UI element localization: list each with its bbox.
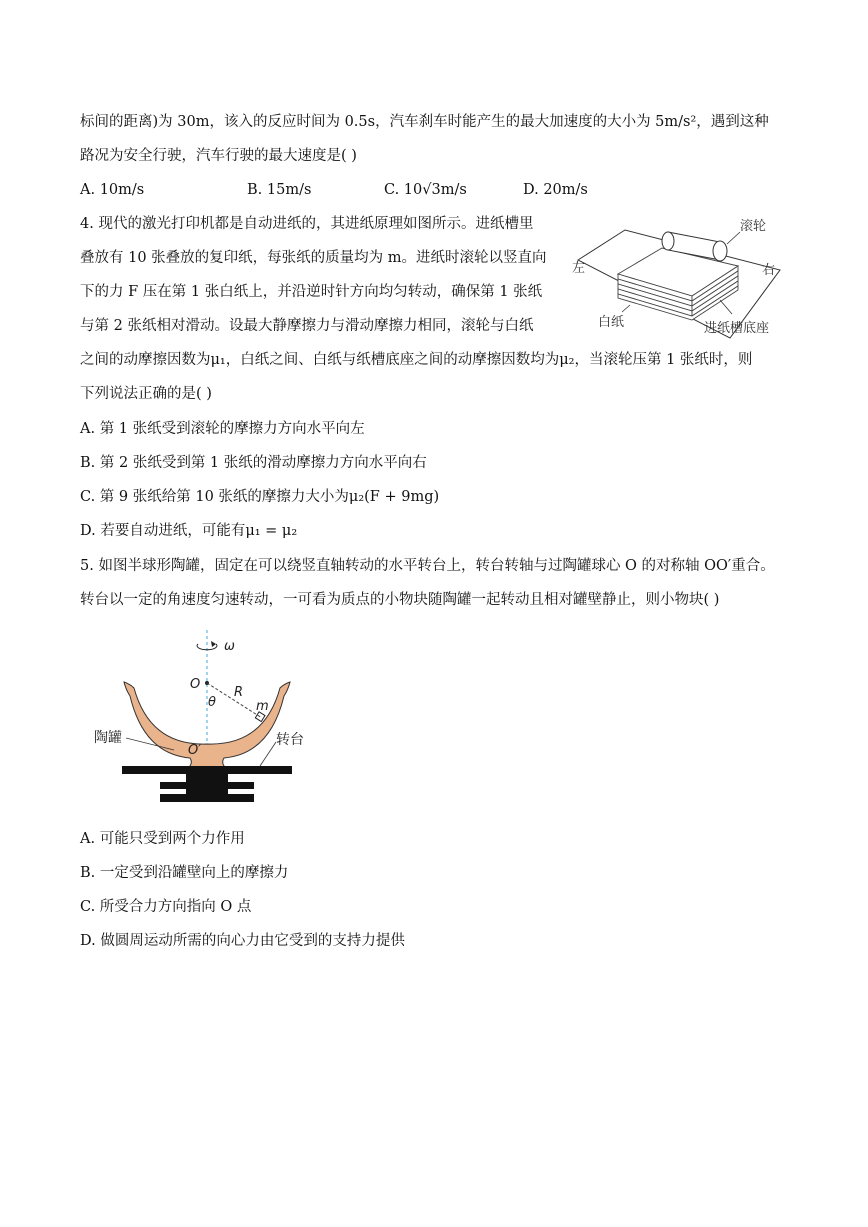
label-O-prime: O′	[188, 743, 202, 758]
q4-text-line-6: 下列说法正确的是( )	[80, 386, 212, 402]
q3-option-c: C. 10√3m/s	[384, 182, 467, 198]
q4-text-line-5: 之间的动摩擦因数为μ₁，白纸之间、白纸与纸槽底座之间的动摩擦因数均为μ₂，当滚轮压第 1 张纸时，则	[80, 352, 753, 368]
label-jar: 陶罐	[94, 730, 122, 746]
q4-option-d: D. 若要自动进纸，可能有μ₁ = μ₂	[80, 523, 298, 539]
label-base: 进纸槽底座	[704, 321, 770, 336]
q5-option-a: A. 可能只受到两个力作用	[80, 831, 245, 847]
turntable-shaft	[186, 774, 228, 782]
label-R: R	[234, 685, 244, 700]
turntable-base-top	[160, 782, 254, 789]
q5-text-line-2: 转台以一定的角速度匀速转动，一可看为质点的小物块随陶罐一起转动且相对罐壁静止，则小物块( )	[80, 592, 720, 608]
q4-option-b: B. 第 2 张纸受到第 1 张纸的滑动摩擦力方向水平向右	[80, 455, 427, 471]
label-O: O	[190, 677, 201, 692]
q3-option-a: A. 10m/s	[80, 182, 145, 198]
label-omega: ω	[224, 639, 235, 654]
q4-option-c: C. 第 9 张纸给第 10 张纸的摩擦力大小为μ₂(F + 9mg)	[80, 489, 440, 505]
turntable-base-bottom	[160, 794, 254, 802]
q4-text-line-3: 下的力 F 压在第 1 张白纸上，并沿逆时针方向均匀转动，确保第 1 张纸	[80, 284, 543, 300]
label-turntable: 转台	[276, 732, 304, 748]
q5-option-b: B. 一定受到沿罐壁向上的摩擦力	[80, 865, 289, 881]
q5-option-c: C. 所受合力方向指向 O 点	[80, 899, 252, 915]
q4-text-line-2: 叠放有 10 张叠放的复印纸，每张纸的质量均为 m。进纸时滚轮以竖直向	[80, 250, 547, 266]
label-paper: 白纸	[598, 315, 625, 330]
q3-text-line-2: 路况为安全行驶，汽车行驶的最大速度是( )	[80, 148, 357, 164]
q3-option-d: D. 20m/s	[523, 182, 588, 198]
q4-option-a: A. 第 1 张纸受到滚轮的摩擦力方向水平向左	[80, 421, 365, 437]
label-theta: θ	[208, 695, 216, 710]
label-m: m	[256, 699, 269, 714]
label-left: 左	[572, 261, 586, 276]
q4-text-line-1: 4. 现代的激光打印机都是自动进纸的，其进纸原理如图所示。进纸槽里	[80, 216, 534, 232]
jar-turntable-figure	[90, 626, 310, 811]
label-roller: 滚轮	[740, 219, 767, 234]
q5-text-line-1: 5. 如图半球形陶罐，固定在可以绕竖直轴转动的水平转台上，转台转轴与过陶罐球心 O 的对称轴 OO′重合。	[80, 558, 775, 574]
label-right: 右	[762, 263, 776, 278]
q3-text-line-1: 标间的距离)为 30m，该入的反应时间为 0.5s，汽车刹车时能产生的最大加速度的大小为 5m/s²，遇到这种	[80, 114, 769, 130]
q3-option-b: B. 15m/s	[247, 182, 312, 198]
turntable-plate	[122, 766, 292, 774]
paper-feed-figure	[570, 210, 785, 340]
q4-text-line-4: 与第 2 张纸相对滑动。设最大静摩擦力与滑动摩擦力相同，滚轮与白纸	[80, 318, 534, 334]
q5-option-d: D. 做圆周运动所需的向心力由它受到的支持力提供	[80, 933, 405, 949]
